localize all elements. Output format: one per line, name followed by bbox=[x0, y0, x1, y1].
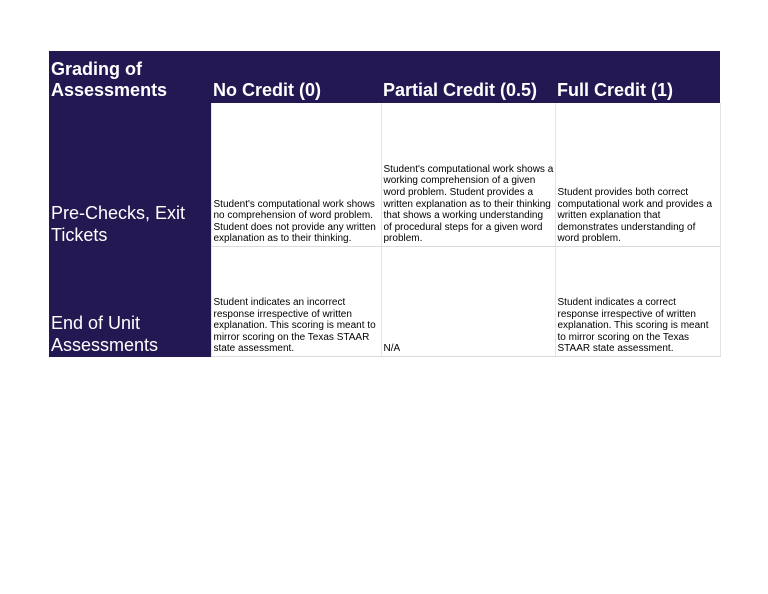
column-header-full-credit: Full Credit (1) bbox=[555, 51, 720, 103]
cell-pre-checks-full-credit: Student provides both correct computational work and provides a written explanation that demonstrates understanding of word problem. bbox=[555, 103, 720, 247]
column-header-partial-credit: Partial Credit (0.5) bbox=[381, 51, 555, 103]
cell-pre-checks-partial-credit: Student's computational work shows a working comprehension of a given word problem. Student provides a written explanation as to their thinking that shows a working understanding of procedural steps for a given word problem. bbox=[381, 103, 555, 247]
cell-end-of-unit-no-credit: Student indicates an incorrect response irrespective of written explanation. This scoring is meant to mirror scoring on the Texas STAAR state assessment. bbox=[211, 247, 381, 357]
cell-pre-checks-no-credit: Student's computational work shows no comprehension of word problem. Student does not provide any written explanation as to their thinking. bbox=[211, 103, 381, 247]
table-header-row bbox=[49, 51, 720, 103]
row-label-pre-checks: Pre-Checks, Exit Tickets bbox=[49, 103, 211, 247]
row-label-end-of-unit: End of Unit Assessments bbox=[49, 247, 211, 357]
cell-end-of-unit-full-credit: Student indicates a correct response irrespective of written explanation. This scoring is meant to mirror scoring on the Texas STAAR state assessment. bbox=[555, 247, 720, 357]
grading-rubric-table bbox=[49, 51, 721, 357]
column-header-no-credit: No Credit (0) bbox=[211, 51, 381, 103]
corner-header: Grading of Assessments bbox=[49, 51, 211, 103]
table-row bbox=[49, 247, 720, 357]
cell-end-of-unit-partial-credit: N/A bbox=[381, 247, 555, 357]
table-row bbox=[49, 103, 720, 247]
